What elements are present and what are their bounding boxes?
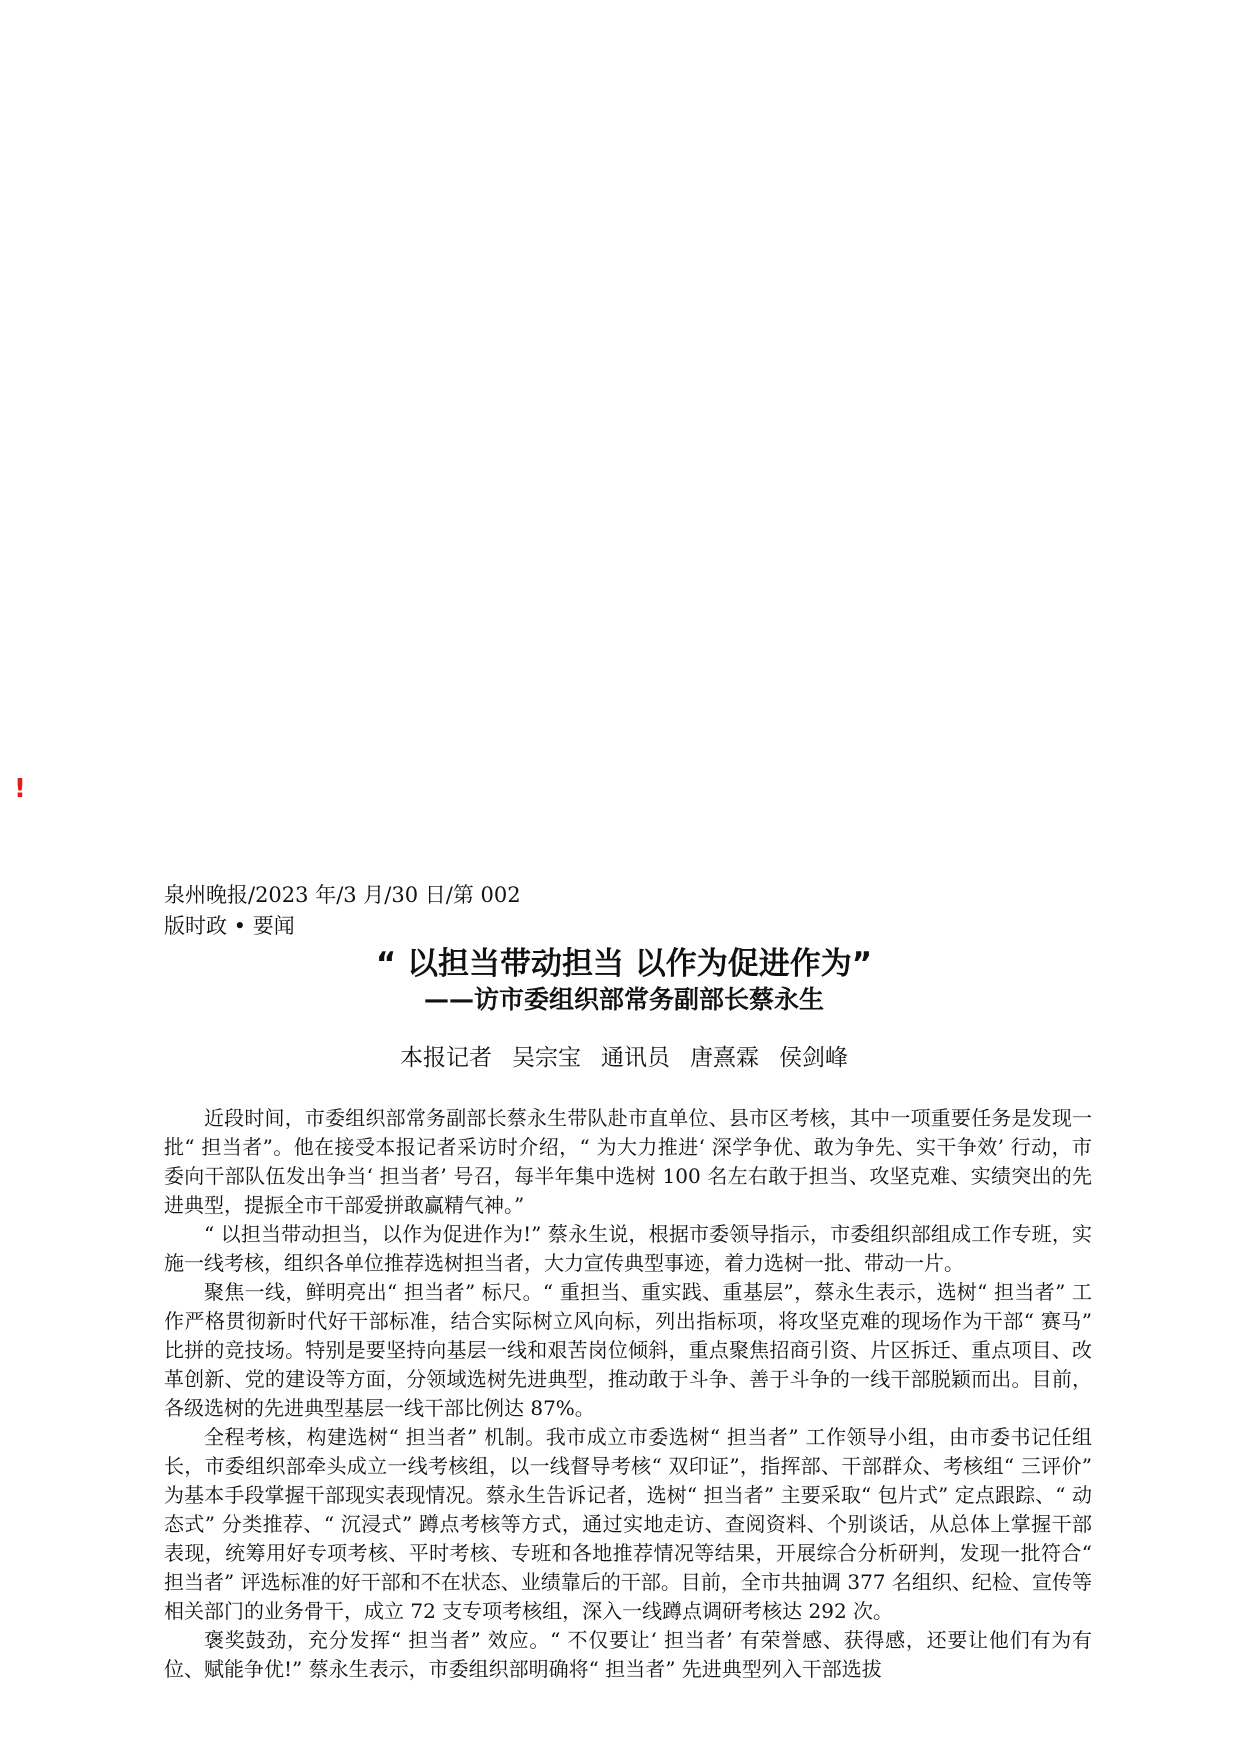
- article-body: [164, 1104, 1092, 1684]
- paragraph-5: 褒奖鼓劲，充分发挥“ 担当者” 效应。“ 不仅要让‘ 担当者’ 有荣誉感、获得感，还要让他们有为有位、赋能争优!” 蔡永生表示，市委组织部明确将“ 担当者” 先进典型列入干部选拔: [164, 1628, 1092, 1681]
- byline: [164, 1042, 1084, 1074]
- correspondent-name-1: 唐熹霖: [690, 1045, 759, 1071]
- paragraph-4: 全程考核，构建选树“ 担当者” 机制。我市成立市委选树“ 担当者” 工作领导小组，由市委书记任组长，市委组织部牵头成立一线考核组，以一线督导考核“ 双印证”，指挥部、干部群众、考核组“ 三评价” 为基本手段掌握干部现实表现情况。蔡永生告诉记者，选树“ 担当者” 主要采取“ 包片式” 定点跟踪、“ 动态式” 分类推荐、“ 沉浸式” 蹲点考核等方式，通过实地走访、查阅资料、个别谈话，从总体上掌握干部表现，统筹用好专项考核、平时考核、专班和各地推荐情况等结果，开展综合分析研判，发现一批符合“ 担当者” 评选标准的好干部和不在状态、业绩靠后的干部。目前，全市共抽调 377 名组织、纪检、宣传等相关部门的业务骨干，成立 72 支专项考核组，深入一线蹲点调研考核达 292 次。: [164, 1425, 1092, 1623]
- correspondent-label: 通讯员: [601, 1045, 670, 1071]
- article-title: “ 以担当带动担当 以作为促进作为”: [375, 946, 873, 982]
- paragraph-2: “ 以担当带动担当，以作为促进作为!” 蔡永生说，根据市委领导指示，市委组织部组成工作专班，实施一线考核，组织各单位推荐选树担当者，大力宣传典型事迹，着力选树一批、带动一片。: [164, 1222, 1092, 1275]
- source-line-2: 版时政 • 要闻: [164, 914, 295, 938]
- source-line-1: 泉州晚报/2023 年/3 月/30 日/第 002: [164, 883, 521, 907]
- article-subtitle: ——访市委组织部常务副部长蔡永生: [423, 985, 824, 1014]
- correspondent-name-2: 侯剑峰: [779, 1045, 848, 1071]
- source-info: [164, 880, 1084, 942]
- reporter-name: 吴宗宝: [512, 1045, 581, 1071]
- paragraph-1: 近段时间，市委组织部常务副部长蔡永生带队赴市直单位、县市区考核，其中一项重要任务是发现一批“ 担当者”。他在接受本报记者采访时介绍，“ 为大力推进‘ 深学争优、敢为争先、实干争效’ 行动，市委向干部队伍发出争当‘ 担当者’ 号召，每半年集中选树 100 名左右敢于担当、攻坚克难、实绩突出的先进典型，提振全市干部爱拼敢赢精气神。”: [164, 1106, 1092, 1217]
- paragraph-3: 聚焦一线，鲜明亮出“ 担当者” 标尺。“ 重担当、重实践、重基层”，蔡永生表示，选树“ 担当者” 工作严格贯彻新时代好干部标准，结合实际树立风向标，列出指标项，将攻坚克难的现场作为干部“ 赛马” 比拼的竞技场。特别是要坚持向基层一线和艰苦岗位倾斜，重点聚焦招商引资、片区拆迁、重点项目、改革创新、党的建设等方面，分领域选树先进典型，推动敢于斗争、善于斗争的一线干部脱颖而出。目前，各级选树的先进典型基层一线干部比例达 87%。: [164, 1280, 1092, 1420]
- reporter-label: 本报记者: [400, 1045, 492, 1071]
- warning-mark: !: [14, 774, 26, 804]
